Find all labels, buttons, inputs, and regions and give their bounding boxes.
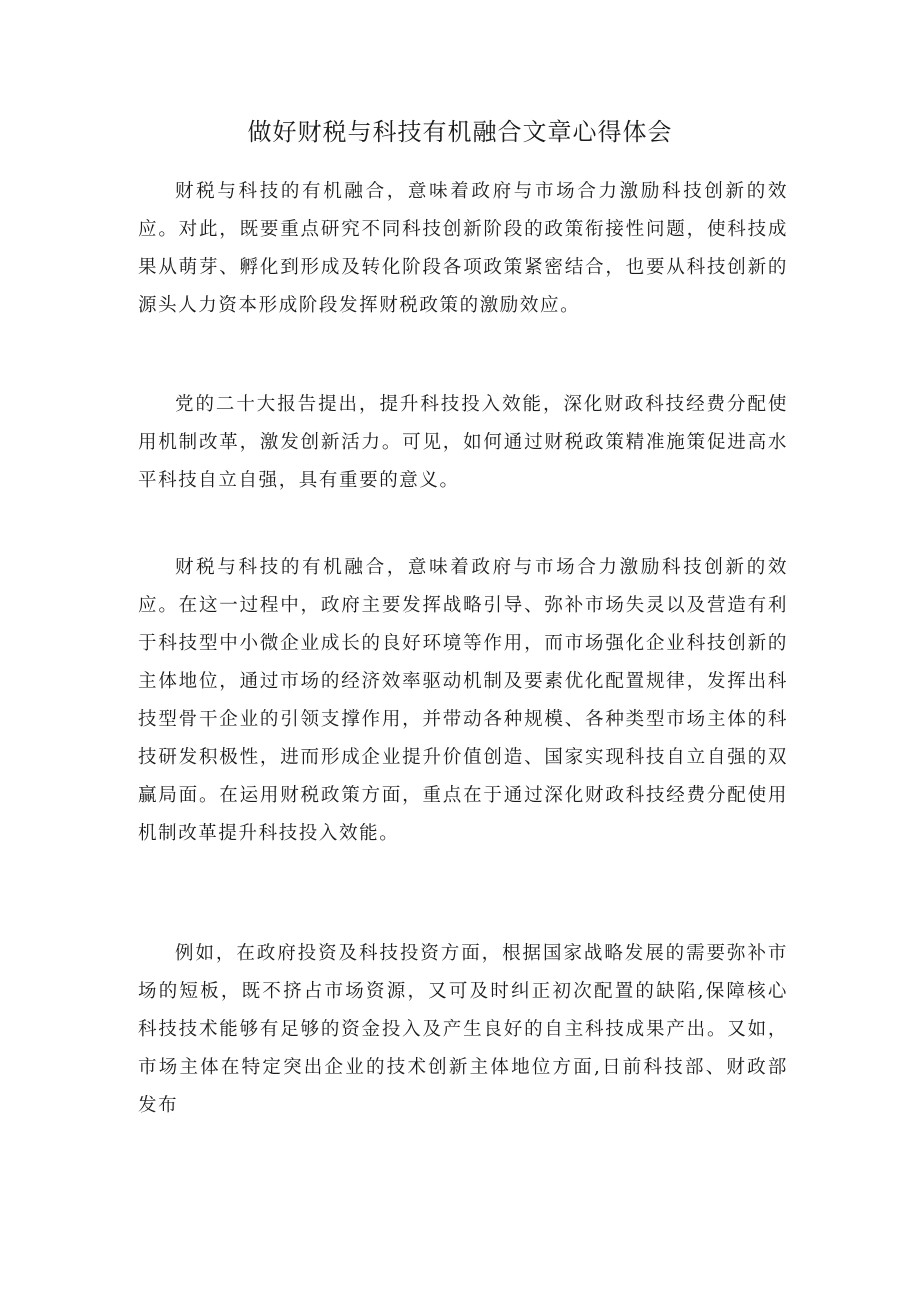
paragraph-3: 财税与科技的有机融合，意味着政府与市场合力激励科技创新的效应。在这一过程中，政府主要发挥战略引导、弥补市场失灵以及营造有利于科技型中小微企业成长的良好环境等作用，而市场强化企业科技创新的主体地位，通过市场的经济效率驱动机制及要素优化配置规律，发挥出科技型骨干企业的引领支撑作用，并带动各种规模、各种类型市场主体的科技研发积极性，进而形成企业提升价值创造、国家实现科技自立自强的双赢局面。在运用财税政策方面，重点在于通过深化财政科技经费分配使用机制改革提升科技投入效能。 xyxy=(138,557,788,844)
paragraph-2: 党的二十大报告提出，提升科技投入效能，深化财政科技经费分配使用机制改革，激发创新活力。可见，如何通过财税政策精准施策促进高水平科技自立自强，具有重要的意义。 xyxy=(138,394,788,491)
paragraph-4: 例如，在政府投资及科技投资方面，根据国家战略发展的需要弥补市场的短板，既不挤占市场资源，又可及时纠正初次配置的缺陷,保障核心科技技术能够有足够的资金投入及产生良好的自主科技成果产出。又如，市场主体在特定突出企业的技术创新主体地位方面,日前科技部、财政部发布 xyxy=(138,943,788,1116)
paragraph-1: 财税与科技的有机融合，意味着政府与市场合力激励科技创新的效应。对此，既要重点研究不同科技创新阶段的政策衔接性问题，使科技成果从萌芽、孵化到形成及转化阶段各项政策紧密结合，也要从科技创新的源头人力资本形成阶段发挥财税政策的激励效应。 xyxy=(138,181,788,316)
document-title: 做好财税与科技有机融合文章心得体会 xyxy=(247,118,673,146)
